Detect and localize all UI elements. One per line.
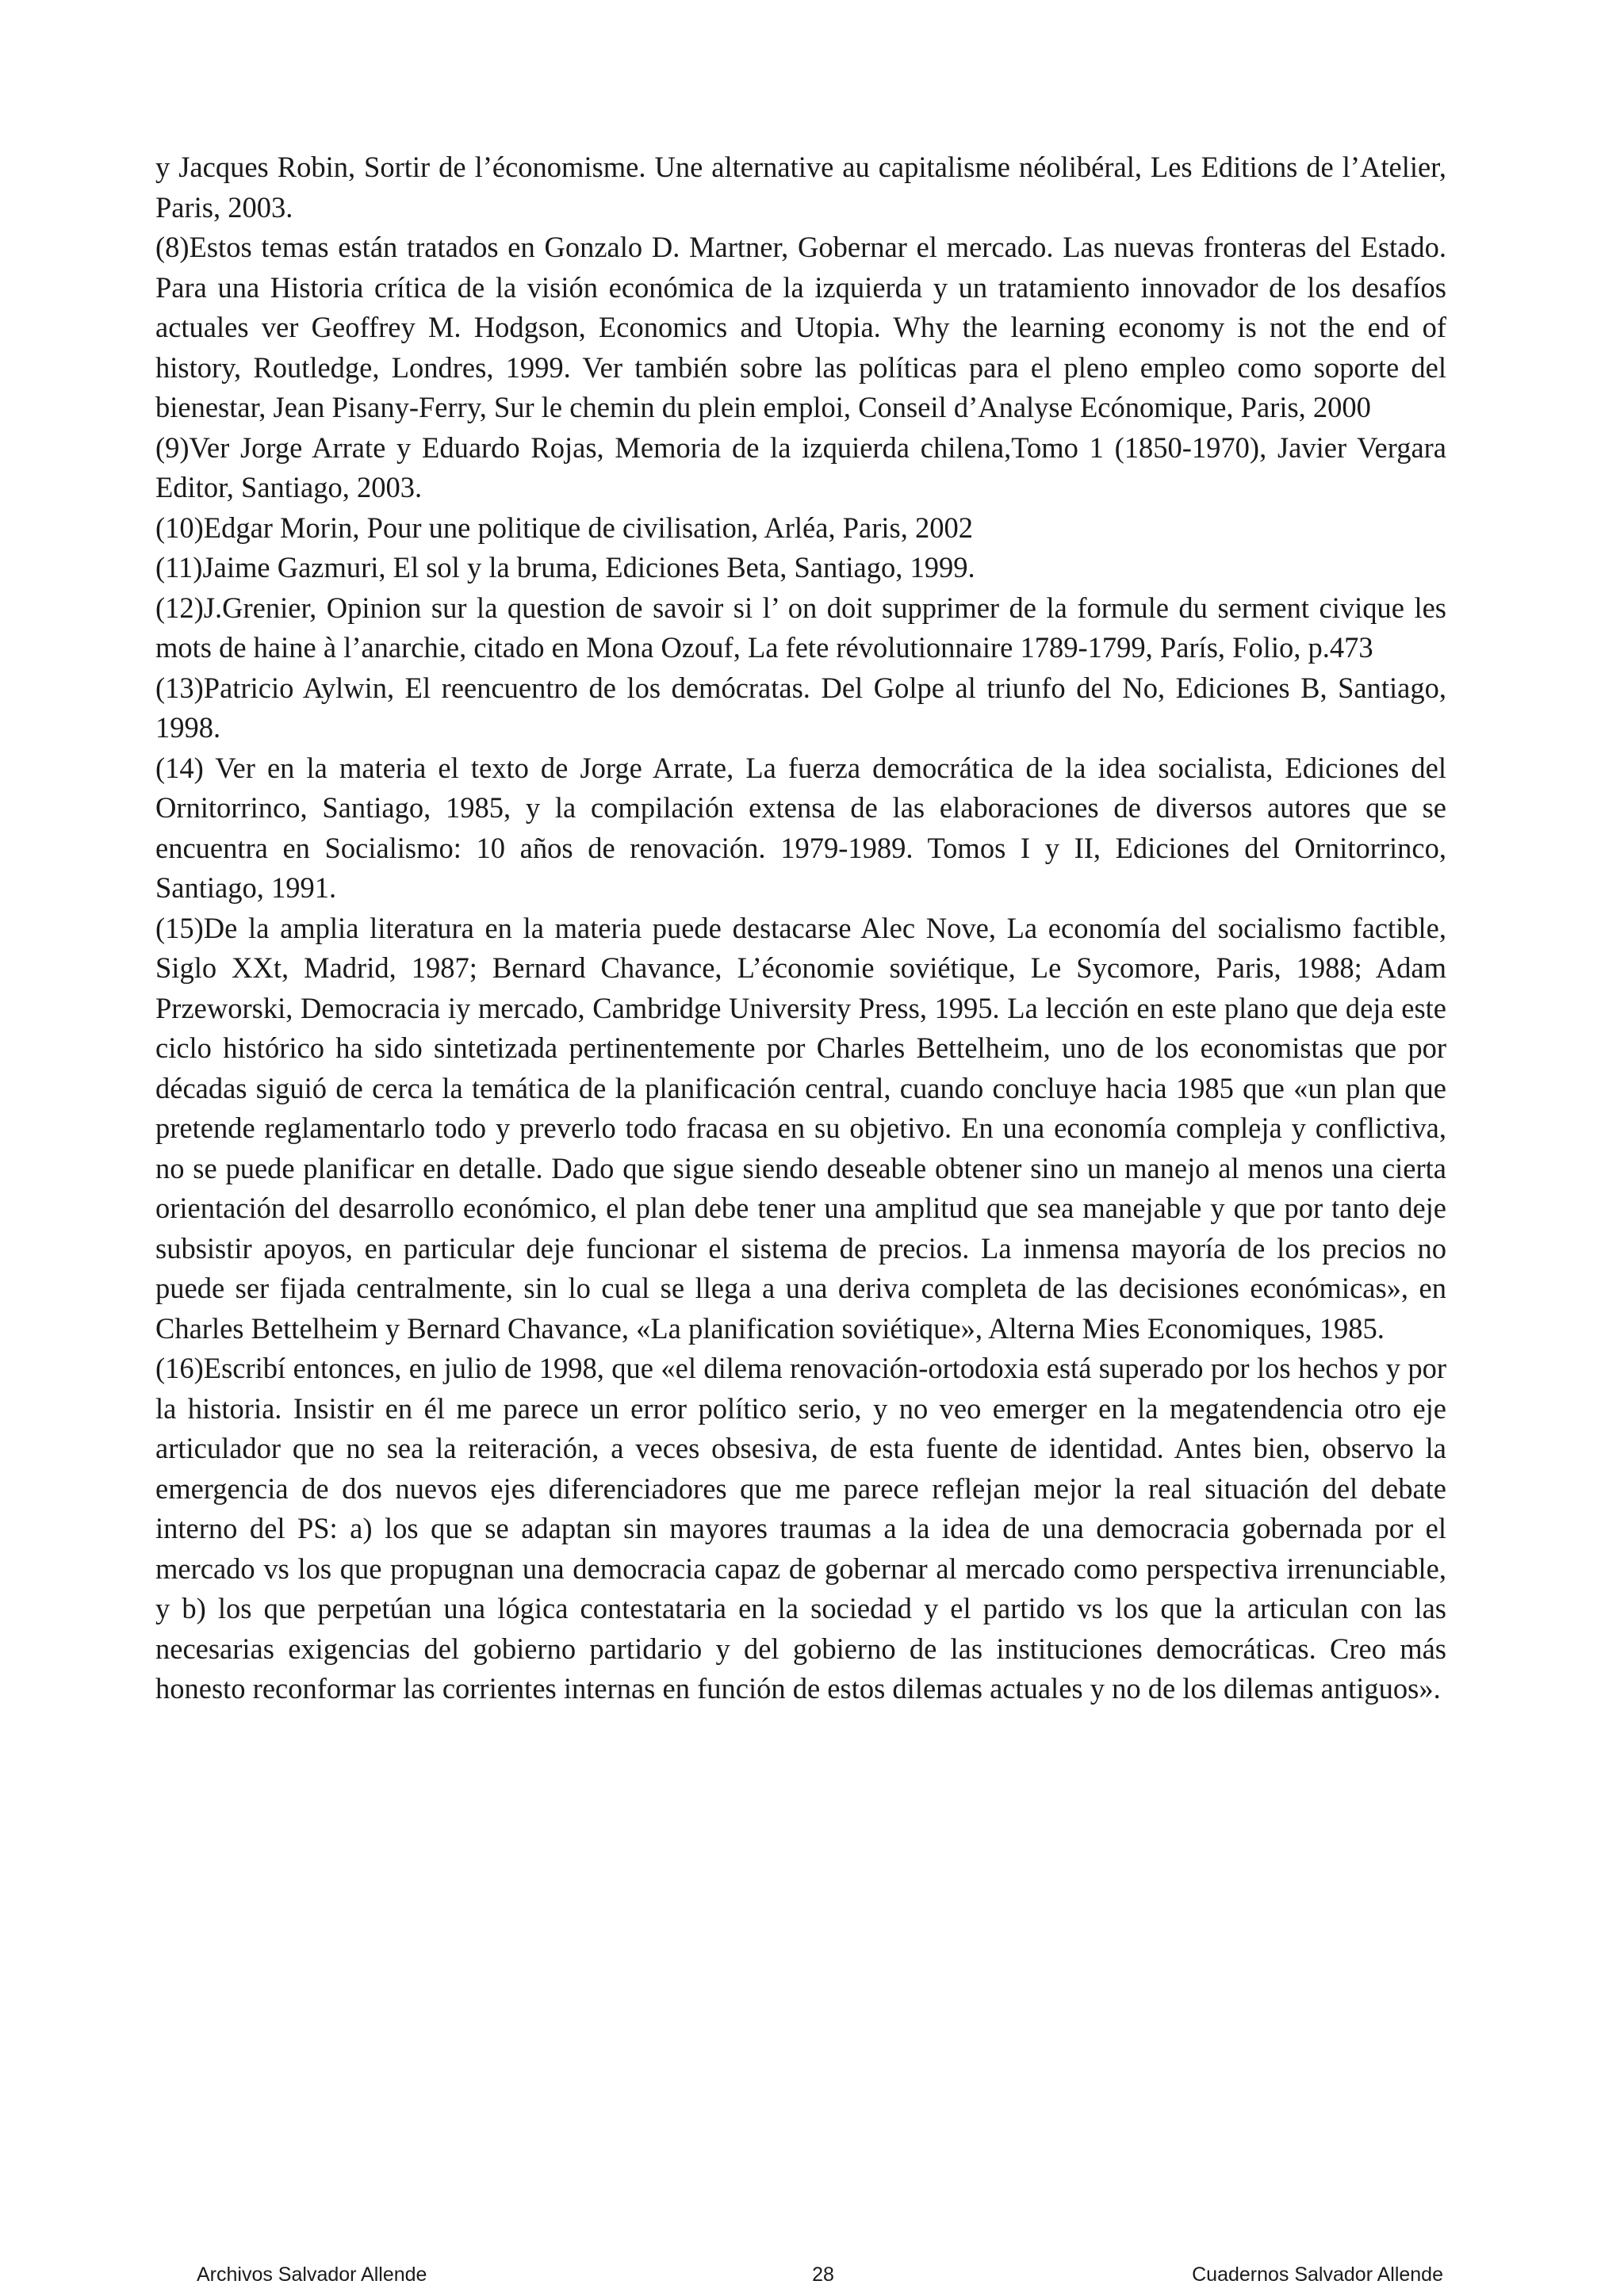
endnote-15: (15)De la amplia literatura en la materia puede destacarse Alec Nove, La economía del socialismo factible, Siglo XXt, Madrid, 1987; Bernard Chavance, L’économie soviétique, Le Sycomore, Paris, 1988; Adam Przeworski, Democracia iy mercado, Cambridge University Press, 1995. La lección en este plano que deja este ciclo histórico ha sido sintetizada pertinentemente por Charles Bettelheim, uno de los economistas que por décadas siguió de cerca la temática de la planificación central, cuando concluye hacia 1985 que «un plan que pretende reglamentarlo todo y preverlo todo fracasa en su objetivo. En una economía compleja y conflictiva, no se puede planificar en detalle. Dado que sigue siendo deseable obtener sino un manejo al menos una cierta orientación del desarrollo económico, el plan debe tener una amplitud que sea manejable y que por tanto deje subsistir apoyos, en particular deje funcionar el sistema de precios. La inmensa mayoría de los precios no puede ser fijada centralmente, sin lo cual se llega a una deriva completa de las decisiones económicas», en Charles Bettelheim y Bernard Chavance, «La planification soviétique», Alterna Mies Economiques, 1985. [155, 911, 1446, 1345]
endnote-8: (8)Estos temas están tratados en Gonzalo D. Martner, Gobernar el mercado. Las nuevas fronteras del Estado. Para una Historia crítica de la visión económica de la izquierda y un tratamiento innovador de los desafíos actuales ver Geoffrey M. Hodgson, Economics and Utopia. Why the learning economy is not the end of history, Routledge, Londres, 1999. Ver también sobre las políticas para el pleno empleo como soporte del bienestar, Jean Pisany-Ferry, Sur le chemin du plein emploi, Conseil d’Analyse Ecónomique, Paris, 2000 [155, 231, 1446, 423]
endnote-11: (11)Jaime Gazmuri, El sol y la bruma, Ediciones Beta, Santiago, 1999. [155, 551, 975, 584]
footer-left-title: Archivos Salvador Allende [197, 2263, 427, 2286]
endnote-14: (14) Ver en la materia el texto de Jorge Arrate, La fuerza democrática de la idea socialista, Ediciones del Ornitorrinco, Santiago, 1985, y la compilación extensa de las elaboraciones de diversos autores que se encuentra en Socialismo: 10 años de renovación. 1979-1989. Tomos I y II, Ediciones del Ornitorrinco, Santiago, 1991. [155, 751, 1446, 904]
endnote-9: (9)Ver Jorge Arrate y Eduardo Rojas, Memoria de la izquierda chilena,Tomo 1 (1850-1970), Javier Vergara Editor, Santiago, 2003. [155, 430, 1446, 503]
endnote-13: (13)Patricio Aylwin, El reencuentro de los demócratas. Del Golpe al triunfo del No, Ediciones B, Santiago, 1998. [155, 671, 1446, 744]
footer-right-title: Cuadernos Salvador Allende [1192, 2263, 1443, 2286]
endnote-16: (16)Escribí entonces, en julio de 1998, que «el dilema renovación-ortodoxia está superado por los hechos y por la historia. Insistir en él me parece un error político serio, y no veo emerger en la megatendencia otro eje articulador que no sea la reiteración, a veces obsesiva, de esta fuente de identidad. Antes bien, observo la emergencia de dos nuevos ejes diferenciadores que me parece reflejan mejor la real situación del debate interno del PS: a) los que se adaptan sin mayores traumas a la idea de una democracia gobernada por el mercado vs los que propugnan una democracia capaz de gobernar al mercado como perspectiva irrenunciable, y b) los que perpetúan una lógica contestataria en la sociedad y el partido vs los que la articulan con las necesarias exigencias del gobierno partidario y del gobierno de las instituciones democráticas. Creo más honesto reconformar las corrientes internas en función de estos dilemas actuales y no de los dilemas antiguos». [155, 1352, 1446, 1705]
endnote-continuation: y Jacques Robin, Sortir de l’économisme. Une alternative au capitalisme néolibéral, Les Editions de l’Atelier, Paris, 2003. [155, 151, 1446, 224]
endnote-12: (12)J.Grenier, Opinion sur la question de savoir si l’ on doit supprimer de la formule du serment civique les mots de haine à l’anarchie, citado en Mona Ozouf, La fete révolutionnaire 1789-1799, París, Folio, p.473 [155, 591, 1446, 664]
endnote-10: (10)Edgar Morin, Pour une politique de civilisation, Arléa, Paris, 2002 [155, 511, 973, 544]
page-number: 28 [812, 2263, 834, 2286]
endnotes-block [155, 147, 1446, 1709]
